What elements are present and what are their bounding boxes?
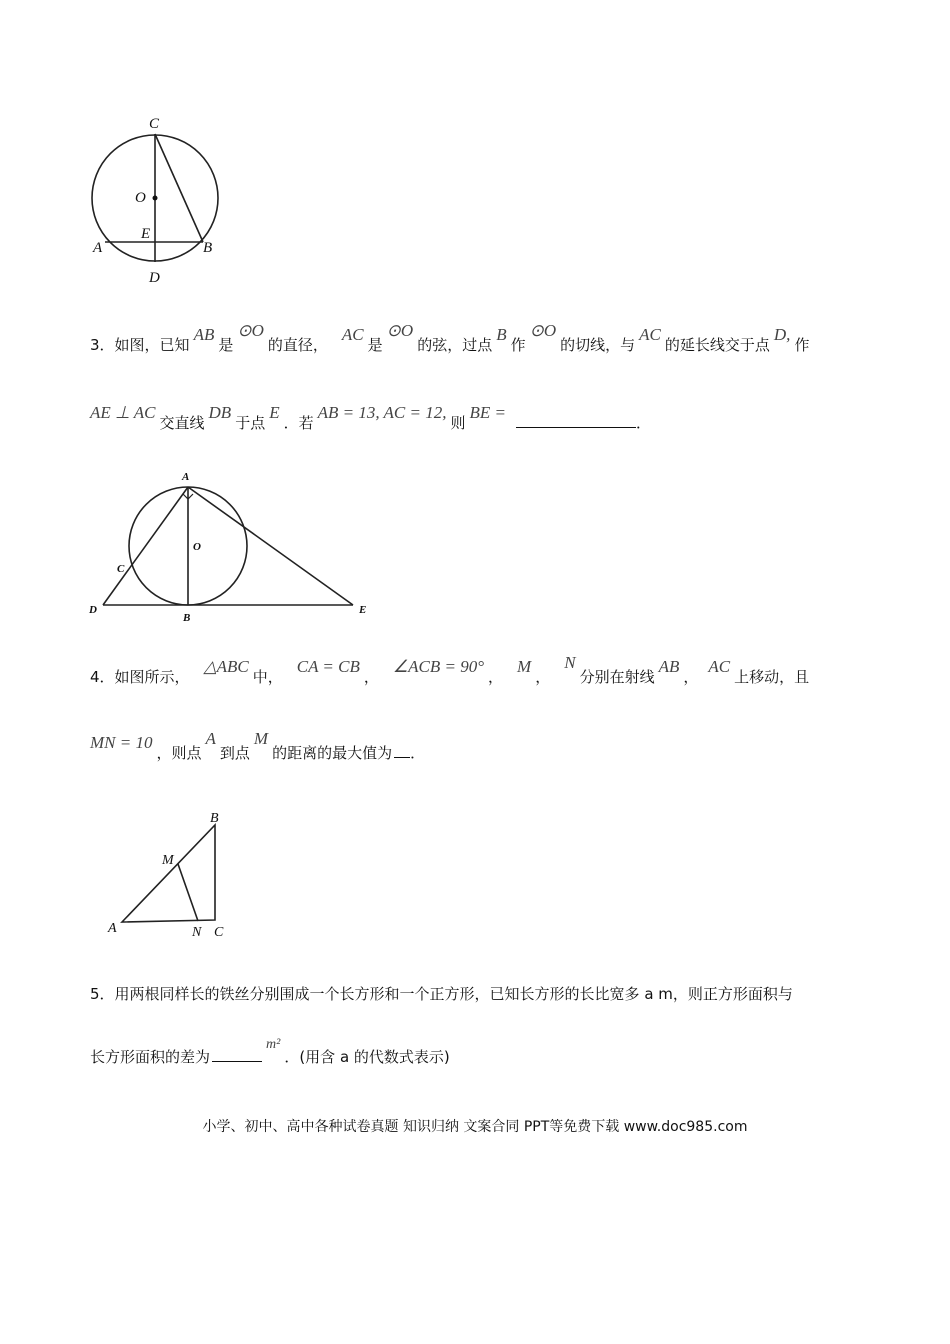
math-a: A [205,729,216,748]
label-c: C [214,925,224,940]
label-e: E [359,604,367,616]
q4-text: ， [535,668,551,686]
math-n: N [564,653,576,672]
q5-line-1 [90,983,793,1004]
q4-text: 的距离的最大值为 [272,744,393,762]
q4-text: ． [410,744,426,762]
q3-text: 于点 [235,414,266,432]
math-b: B [496,325,507,344]
q3-text: ．若 [283,414,314,432]
label-b: B [210,811,219,826]
q5-text: 用两根同样长的铁丝分别围成一个长方形和一个正方形，已知长方形的长比宽多 a m，则正方形面积与 [114,985,793,1003]
label-e: E [141,226,151,242]
math-circle-o: ⊙O [529,321,557,340]
q4-text: ， [683,668,699,686]
label-o: O [193,541,201,553]
q4-text: 中， [252,668,283,686]
q3-line-2 [90,403,652,433]
label-m: M [162,853,174,868]
footer-text: 小学、初中、高中各种试卷真题 知识归纳 文案合同 PPT等免费下载 www.doc985.com [202,1119,748,1135]
q3-line-1 [90,321,810,355]
label-c: C [149,116,160,132]
q5-number: 5． [90,985,115,1003]
q4-line-1 [90,653,810,687]
q3-text: 的弦，过点 [417,336,493,354]
q3-text: 交直线 [159,414,205,432]
segment-mn [178,864,198,921]
math-ab: AB [658,657,680,676]
math-ca-eq-cb: CA = CB [296,657,360,676]
q4-text: 如图所示， [114,668,190,686]
label-d: D [89,604,97,616]
q3-text: 作 [794,336,810,354]
q5-text: 长方形面积的差为 [90,1048,211,1066]
q3-text: 的延长线交于点 [664,336,770,354]
label-a: A [108,921,117,936]
math-ac: AC [639,325,661,344]
q4-text: 分别在射线 [579,668,655,686]
label-a: A [182,471,190,483]
math-mn-10: MN = 10 [90,733,153,752]
answer-blank [212,1047,262,1062]
math-circle-o: ⊙O [237,321,264,340]
q3-text: 的切线，与 [560,336,636,354]
math-circle-o: ⊙O [386,321,414,340]
label-a: A [93,240,103,256]
center-point [153,196,158,201]
math-triangle-abc: △ABC [203,657,249,676]
math-ae-perp-ac: AE ⊥ AC [90,403,156,422]
q3-number: 3． [90,336,115,354]
math-m: M [517,657,532,676]
label-d: D [149,270,160,286]
q3-text: ． [636,414,652,432]
math-e: E [269,403,280,422]
q4-text: ，则点 [156,744,202,762]
math-m: M [253,729,269,748]
q5-line-2 [90,1037,450,1067]
q4-text: ， [363,668,379,686]
label-o: O [135,190,146,206]
label-b: B [183,612,191,624]
label-c: C [117,563,125,575]
triangle-abc [122,825,215,922]
math-be: BE = [469,403,507,422]
q3-text: 是 [218,336,234,354]
figure-triangle-mn [100,808,240,940]
q4-number: 4． [90,668,115,686]
label-b: B [203,240,213,256]
q5-text: ．(用含 a 的代数式表示) [284,1048,450,1066]
answer-blank [394,743,410,758]
math-d: D, [773,325,791,344]
line-ae [188,487,353,605]
q4-text: ， [488,668,504,686]
figure-tangent-triangle [85,466,375,626]
q3-text: 如图，已知 [114,336,190,354]
math-ab: AB [193,325,215,344]
math-ac: AC [341,325,364,344]
math-given: AB = 13, AC = 12, [317,403,447,422]
q4-text: 上移动，且 [734,668,810,686]
label-n: N [192,925,202,940]
answer-blank [516,413,636,428]
math-m-squared: m² [266,1037,281,1052]
q3-text: 作 [510,336,526,354]
q3-text: 是 [367,336,383,354]
figure-circle-diameter [85,112,230,287]
math-ac: AC [708,657,731,676]
q4-text: 到点 [219,744,250,762]
q3-text: 则 [450,414,466,432]
q4-line-2 [90,729,426,763]
math-angle-acb: ∠ACB = 90° [392,657,485,676]
math-db: DB [208,403,232,422]
q3-text: 的直径， [267,336,328,354]
